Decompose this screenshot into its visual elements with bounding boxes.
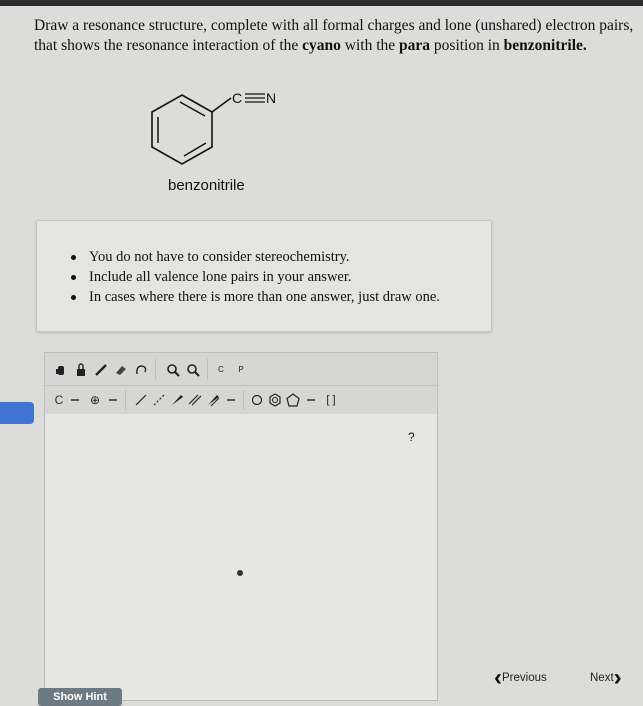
dashed-bond-icon[interactable] <box>149 389 169 411</box>
top-header-bar <box>0 0 643 6</box>
charge-button[interactable]: ⊕ <box>89 393 101 407</box>
benzene-ring <box>152 95 212 164</box>
cyclopropane-ring-icon[interactable] <box>247 389 267 411</box>
drawing-toolbar <box>44 352 438 416</box>
benzonitrile-diagram <box>135 80 305 180</box>
side-panel-tab[interactable] <box>0 402 34 424</box>
eraser-icon[interactable] <box>111 359 131 381</box>
instruction-item: In cases where there is more than one answer, just draw one. <box>71 287 440 307</box>
help-button[interactable]: ? <box>408 430 415 444</box>
nitrogen-label: N <box>266 90 277 106</box>
toolbar-separator <box>155 359 156 379</box>
paste-icon[interactable]: P <box>238 365 244 374</box>
instructions-box <box>36 220 492 332</box>
double-bond-icon[interactable] <box>185 389 205 411</box>
toolbar-row-elements <box>45 385 437 414</box>
instruction-item: Include all valence lone pairs in your answer. <box>71 267 440 287</box>
single-bond-icon[interactable] <box>131 389 151 411</box>
molecule-caption: benzonitrile <box>168 177 245 194</box>
toolbar-separator <box>243 390 244 410</box>
question-text: Draw a resonance structure, complete with all formal charges and lone (unshared) electron pairs, that shows the resonance interaction of the cyano with the para position in benzonitrile. <box>34 17 634 54</box>
double-bond-upper-right <box>180 102 205 116</box>
lasso-icon[interactable] <box>131 359 151 381</box>
double-bond-lower-right <box>184 143 206 156</box>
copy-icon[interactable]: C <box>218 365 224 374</box>
carbon-label: C <box>232 90 243 106</box>
canvas-cursor-dot <box>237 570 243 576</box>
pencil-icon[interactable] <box>91 359 111 381</box>
dropdown-arrow-icon[interactable] <box>65 389 85 411</box>
dropdown-arrow-icon[interactable] <box>301 389 321 411</box>
pentagon-ring-icon[interactable] <box>283 389 303 411</box>
previous-button[interactable]: ‹ Previous <box>494 664 547 691</box>
bracket-button[interactable]: [ ] <box>326 394 336 406</box>
toolbar-row-tools <box>45 355 437 385</box>
chevron-right-icon: › <box>613 664 622 691</box>
instruction-item: You do not have to consider stereochemistry. <box>71 247 440 267</box>
next-button[interactable]: Next › <box>590 664 622 691</box>
wedge-bond-icon[interactable] <box>167 389 187 411</box>
zoom-in-icon[interactable] <box>163 359 183 381</box>
zoom-out-icon[interactable] <box>183 359 203 381</box>
drawing-canvas[interactable] <box>44 414 438 701</box>
triple-bond-icon[interactable] <box>203 389 223 411</box>
toolbar-separator <box>207 359 208 379</box>
instructions-list <box>71 247 440 307</box>
atom-carbon-button[interactable]: C <box>54 393 64 407</box>
benzene-ring-icon[interactable] <box>265 389 285 411</box>
bond-ring-to-cyano <box>212 98 231 112</box>
chevron-left-icon: ‹ <box>494 664 502 691</box>
toolbar-separator <box>125 390 126 410</box>
show-hint-button[interactable]: Show Hint <box>38 688 122 706</box>
hand-icon[interactable] <box>51 359 71 381</box>
dropdown-arrow-icon[interactable] <box>221 389 241 411</box>
dropdown-arrow-icon[interactable] <box>103 389 123 411</box>
lock-icon[interactable] <box>71 359 91 381</box>
